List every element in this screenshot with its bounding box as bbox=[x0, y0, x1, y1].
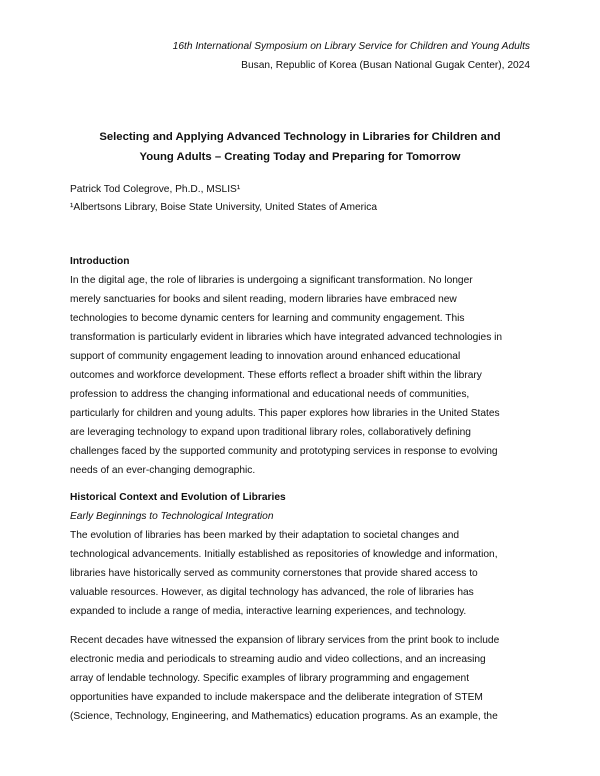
text-line: array of lendable technology. Specific examples of library programming and engagement bbox=[70, 673, 470, 684]
text-line: expanded to include a range of media, interactive learning experiences, and technology. bbox=[70, 606, 467, 617]
text-line: merely sanctuaries for books and silent reading, modern libraries have embraced new bbox=[70, 294, 457, 305]
text-line: Recent decades have witnessed the expansion of library services from the print book to include bbox=[70, 635, 500, 646]
text-line: challenges faced by the supported community and prototyping services in response to evolving bbox=[70, 446, 498, 457]
spacer bbox=[70, 621, 536, 631]
paper-body bbox=[70, 252, 536, 726]
text-line: electronic media and periodicals to streaming audio and video collections, and an increasing bbox=[70, 654, 486, 665]
text-line: libraries have historically served as community cornerstones that provide shared access to bbox=[70, 568, 478, 579]
paper-title-line: Selecting and Applying Advanced Technology in Libraries for Children and bbox=[99, 131, 501, 143]
subsection-heading: Early Beginnings to Technological Integration bbox=[70, 511, 274, 522]
author-affiliation: ¹Albertsons Library, Boise State University, United States of America bbox=[70, 202, 378, 213]
text-line: opportunities have expanded to include makerspace and the deliberate integration of STEM bbox=[70, 692, 483, 703]
text-line: technological advancements. Initially established as repositories of knowledge and information, bbox=[70, 549, 498, 560]
text-line: (Science, Technology, Engineering, and Mathematics) education programs. As an example, the bbox=[70, 711, 498, 722]
text-line: are leveraging technology to expand upon traditional library roles, collaboratively defining bbox=[70, 427, 471, 438]
text-line: particularly for children and young adults. This paper explores how libraries in the United States bbox=[70, 408, 500, 419]
text-line: technologies to become dynamic centers for learning and community engagement. This bbox=[70, 313, 465, 324]
conference-location: Busan, Republic of Korea (Busan National Gugak Center), 2024 bbox=[241, 60, 530, 71]
history-paragraph-2 bbox=[70, 631, 536, 726]
paper-title-line: Young Adults – Creating Today and Preparing for Tomorrow bbox=[139, 151, 461, 163]
author-name: Patrick Tod Colegrove, Ph.D., MSLIS¹ bbox=[70, 184, 241, 195]
text-line: transformation is particularly evident in libraries which have integrated advanced technologies in bbox=[70, 332, 503, 343]
spacer bbox=[70, 480, 536, 488]
text-line: The evolution of libraries has been marked by their adaptation to societal changes and bbox=[70, 530, 460, 541]
text-line: profession to address the changing informational and educational needs of communities, bbox=[70, 389, 470, 400]
text-line: valuable resources. However, as digital technology has advanced, the role of libraries has bbox=[70, 587, 474, 598]
conference-name: 16th International Symposium on Library Service for Children and Young Adults bbox=[172, 41, 530, 52]
section-heading-introduction: Introduction bbox=[70, 256, 130, 267]
paper-title bbox=[70, 127, 530, 167]
text-line: In the digital age, the role of libraries is undergoing a significant transformation. No longer bbox=[70, 275, 473, 286]
text-line: outcomes and workforce development. These efforts reflect a broader shift within the library bbox=[70, 370, 482, 381]
section-heading-history: Historical Context and Evolution of Libraries bbox=[70, 492, 286, 503]
author-block bbox=[70, 181, 377, 217]
text-line: support of community engagement leading to innovation around enhanced educational bbox=[70, 351, 461, 362]
introduction-paragraph bbox=[70, 271, 536, 480]
text-line: needs of an ever-changing demographic. bbox=[70, 465, 256, 476]
history-paragraph-1 bbox=[70, 526, 536, 621]
conference-header bbox=[173, 37, 530, 75]
